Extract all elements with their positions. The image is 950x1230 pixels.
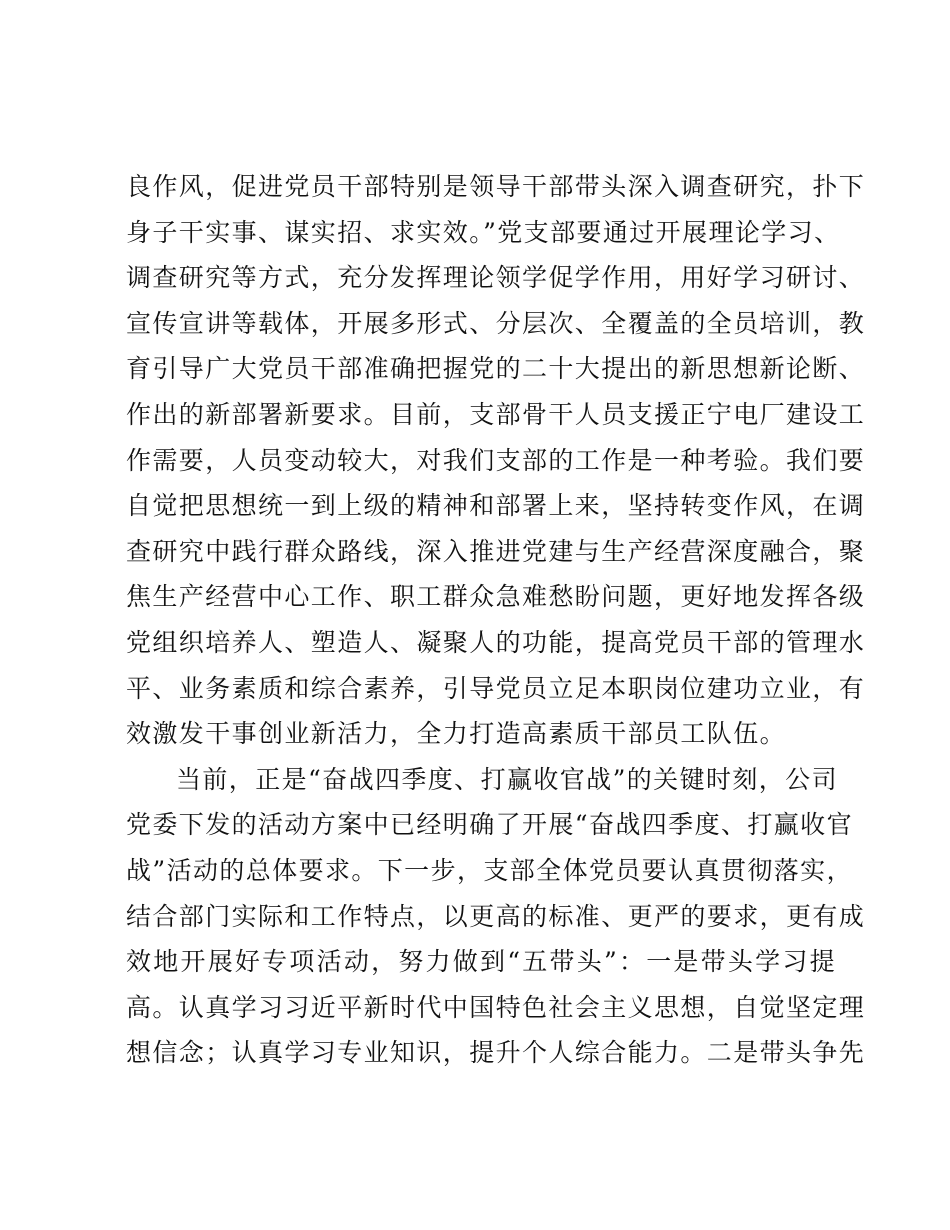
text-line: 查研究中践行群众路线，深入推进党建与生产经营深度融合，聚: [126, 536, 866, 566]
text-line: 身子干实事、谋实招、求实效。”党支部要通过开展理论学习、: [126, 217, 841, 247]
text-line: 宣传宣讲等载体，开展多形式、分层次、全覆盖的全员培训，教: [126, 308, 866, 338]
text-line: 平、业务素质和综合素养，引导党员立足本职岗位建功立业，有: [126, 673, 866, 703]
text-line: 当前，正是“奋战四季度、打赢收官战”的关键时刻，公司: [176, 764, 838, 794]
text-line: 良作风，促进党员干部特别是领导干部带头深入调查研究，扑下: [126, 172, 866, 201]
text-line: 党委下发的活动方案中已经明确了开展“奋战四季度、打赢收官: [126, 810, 853, 840]
text-line: 想信念；认真学习专业知识，提升个人综合能力。二是带头争先: [126, 1038, 866, 1068]
text-line: 战”活动的总体要求。下一步，支部全体党员要认真贯彻落实，: [126, 855, 853, 885]
text-line: 焦生产经营中心工作、职工群众急难愁盼问题，更好地发挥各级: [126, 582, 866, 612]
text-line: 结合部门实际和工作特点，以更高的标准、更严的要求，更有成: [126, 901, 866, 931]
text-line: 育引导广大党员干部准确把握党的二十大提出的新思想新论断、: [126, 354, 866, 384]
text-line: 作需要，人员变动较大，对我们支部的工作是一种考验。我们要: [126, 445, 866, 475]
text-line: 党组织培养人、塑造人、凝聚人的功能，提高党员干部的管理水: [126, 627, 866, 657]
text-line: 自觉把思想统一到上级的精神和部署上来，坚持转变作风，在调: [126, 491, 866, 521]
text-line: 效激发干事创业新活力，全力打造高素质干部员工队伍。: [126, 719, 787, 749]
body-text: [126, 164, 866, 1076]
text-line: 高。认真学习习近平新时代中国特色社会主义思想，自觉坚定理: [126, 992, 866, 1022]
text-line: 作出的新部署新要求。目前，支部骨干人员支援正宁电厂建设工: [126, 399, 866, 429]
text-line: 调查研究等方式，充分发挥理论领学促学作用，用好学习研讨、: [126, 263, 866, 293]
text-line: 效地开展好专项活动，努力做到“五带头”：一是带头学习提: [126, 947, 836, 977]
paragraph-2: [126, 757, 866, 1076]
paragraph-1: [126, 164, 866, 757]
